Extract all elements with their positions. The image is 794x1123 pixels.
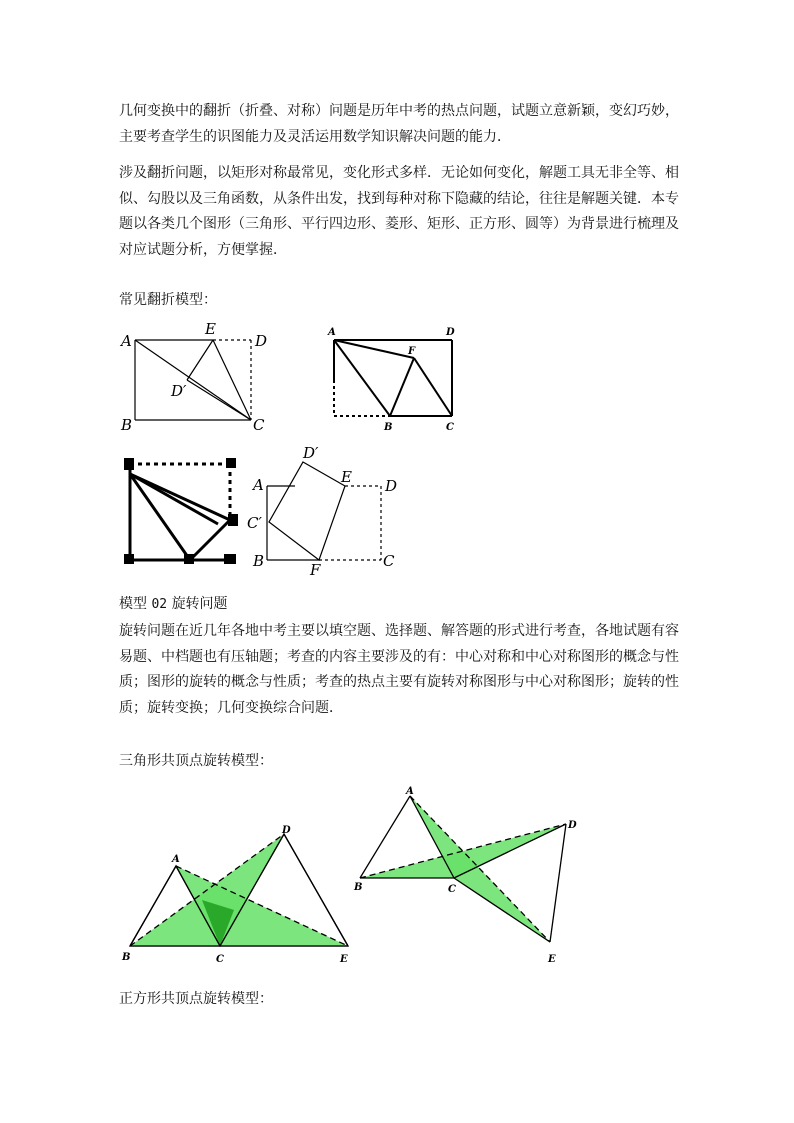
point-label: E bbox=[548, 954, 556, 965]
point-label: D bbox=[282, 825, 291, 836]
section-heading bbox=[119, 593, 228, 613]
text-line: 主要考查学生的识图能力及灵活运用数学知识解决问题的能力． bbox=[119, 128, 511, 145]
square-rotation-label: 正方形共顶点旋转模型： bbox=[119, 991, 273, 1007]
point-label: D bbox=[568, 820, 577, 831]
point-label: C bbox=[448, 884, 456, 895]
rotation-paragraph bbox=[119, 619, 679, 721]
point-label: B bbox=[354, 882, 363, 893]
point-label: C bbox=[253, 416, 265, 434]
folding-figure-2 bbox=[322, 320, 467, 435]
point-label: A bbox=[172, 854, 180, 865]
triangle-rotation-label: 三角形共顶点旋转模型： bbox=[119, 753, 273, 769]
point-label: A bbox=[253, 476, 264, 494]
folding-paragraph bbox=[119, 161, 679, 263]
text-line: 质；图形的旋转的概念与性质；考查的热点主要有旋转对称图形与中心对称图形；旋转的性 bbox=[119, 674, 679, 690]
point-label: F bbox=[310, 561, 321, 579]
point-label: C′ bbox=[247, 514, 262, 532]
point-label: B bbox=[121, 416, 133, 434]
folding-figure-4 bbox=[243, 440, 403, 580]
point-label: D′ bbox=[171, 382, 187, 400]
text-line: 似、勾股以及三角函数，从条件出发，找到每种对称下隐藏的结论，往往是解题关键．本专 bbox=[119, 190, 679, 207]
point-label: D bbox=[385, 477, 398, 495]
intro-paragraph bbox=[119, 99, 679, 150]
point-label: A bbox=[121, 332, 132, 350]
point-label: A bbox=[328, 327, 336, 338]
point-label: C bbox=[383, 552, 395, 570]
text-line: 质；旋转变换；几何变换综合问题． bbox=[119, 699, 343, 716]
point-label: E bbox=[340, 954, 348, 965]
heading-prefix: 模型 bbox=[119, 596, 147, 612]
text-line: 几何变换中的翻折（折叠、对称）问题是历年中考的热点问题，试题立意新颖，变幻巧妙， bbox=[119, 103, 679, 119]
point-label: E bbox=[341, 468, 352, 486]
point-label: D′ bbox=[303, 444, 319, 462]
rotation-figure-rotated bbox=[350, 782, 590, 972]
point-label: B bbox=[253, 552, 265, 570]
folding-models-label: 常见翻折模型： bbox=[119, 292, 217, 308]
folding-figure-3 bbox=[118, 452, 246, 568]
point-label: D bbox=[255, 332, 268, 350]
point-label: E bbox=[205, 320, 216, 338]
heading-number: 02 bbox=[151, 597, 168, 612]
point-label: A bbox=[406, 786, 414, 797]
point-label: C bbox=[446, 422, 454, 433]
text-line: 易题、中档题也有压轴题；考查的内容主要涉及的有：中心对称和中心对称图形的概念与性 bbox=[119, 648, 679, 665]
heading-title: 旋转问题 bbox=[171, 596, 228, 612]
point-label: B bbox=[122, 952, 131, 963]
point-label: C bbox=[216, 954, 224, 965]
text-line: 涉及翻折问题，以矩形对称最常见，变化形式多样．无论如何变化，解题工具无非全等、相 bbox=[119, 165, 679, 181]
folding-figure-1 bbox=[115, 318, 275, 438]
point-label: F bbox=[408, 346, 416, 357]
text-line: 题以各类几个图形（三角形、平行四边形、菱形、矩形、正方形、圆等）为背景进行梳理及 bbox=[119, 216, 679, 232]
text-line: 旋转问题在近几年各地中考主要以填空题、选择题、解答题的形式进行考查，各地试题有容 bbox=[119, 623, 679, 639]
text-line: 对应试题分析，方便掌握． bbox=[119, 241, 287, 258]
rotation-figure-triangles bbox=[116, 818, 366, 968]
point-label: B bbox=[384, 422, 393, 433]
point-label: D bbox=[446, 327, 455, 338]
